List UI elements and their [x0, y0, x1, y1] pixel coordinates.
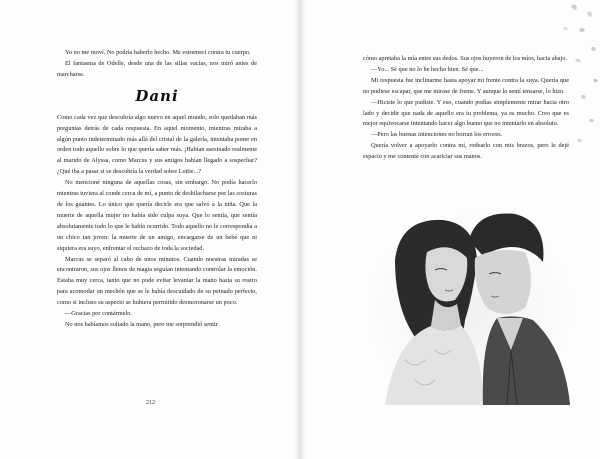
- left-text-column: [57, 48, 257, 331]
- paragraph: —Hiciste lo que pudiste. Y eso, cuando podías simplemente mirar hacia otro lado y decidir que nada de aquello era tu problema, ya es mucho. Creo que es mejor equivocarse intentando hacer algo bueno que no intentarlo en absoluto.: [363, 98, 569, 128]
- right-page: [303, 0, 600, 459]
- paragraph: No mencioné ninguna de aquellas cosas, sin embargo. No podía hacerlo mientras tuviera al conde cerca de mí, a punto de deshilacharse por las costuras de los guantes. Lo único que quería decirle era que salvó a la niña. Que la muerte de aquella mujer no había sido culpa suya. Que lo sentía, que sentía absolutamente todo lo que le había ocurrido. Todo aquello no le correspondía a un chico tan joven: la muerte de un amigo, encargarse de un bebé que ni siquiera era suyo, enfrentar el rechazo de toda la sociedad.: [57, 179, 257, 252]
- chapter-section-heading: Dani: [135, 86, 179, 105]
- left-page: [0, 0, 297, 459]
- paragraph: Quería volver a apoyarlo contra mí, rodearlo con mis brazos, pero le dejé espacio y me contenté con acariciar sus manos.: [363, 142, 569, 161]
- paragraph: Marcus se separó al cabo de unos minutos. Cuando nuestras miradas se encontraron, sus ojos llenos de magia seguían intentando controlar la emoción. Estaba muy cerca, tanto que no pude evitar levantar la mano hasta su rostro para acomodar un mechón que se le había descuidado de su peinado perfecto, como si incluso su aspecto se hubiera permitido desmoronarse un poco.: [57, 255, 257, 307]
- page-number: 212: [146, 400, 155, 406]
- paragraph: —Pero las buenas intenciones no borran los errores.: [371, 131, 503, 139]
- couple-illustration: [365, 200, 575, 405]
- paragraph: —Gracias por contármelo.: [65, 310, 132, 318]
- paragraph: Mi respuesta fue inclinarme hasta apoyar mi frente contra la suya. Quería que no pudiese escapar, que me mirase de frente. Y aunque lo sentí tensarse, lo hizo.: [363, 76, 569, 95]
- paragraph: Como cada vez que descubría algo nuevo en aquel mundo, solo quedaban más preguntas detrás de cada respuesta. En aquel momento, mientras miraba a algún punto indeterminado más allá del cristal de la galería, intentaba poner en orden todo aquello sobre lo que quería saber más. ¡Habían asesinado realmente al marido de Alyssa, como Marcus y sus amigos habían llegado a sospechar? ¿Qué iba a pasar si se descubría la verdad sobre Lottie...?: [57, 113, 257, 176]
- paragraph: No nos habíamos soltado la mano, pero me sorprendió sentir: [65, 320, 218, 328]
- paragraph: —Yo... Sé que no lo he hecho bien. Sé que...: [371, 65, 484, 73]
- right-text-column: [363, 54, 569, 163]
- paragraph: Yo no me moví. No podría haberlo hecho. Me estremecí contra tu cuerpo.: [65, 49, 251, 56]
- paragraph: El fantasma de Odelle, desde una de las sillas vacías, nos miró antes de marcharse.: [57, 59, 257, 78]
- paragraph: cómo apretaba la mía entre sus dedos. Sus ojos huyeron de los míos, hacia abajo.: [363, 55, 568, 62]
